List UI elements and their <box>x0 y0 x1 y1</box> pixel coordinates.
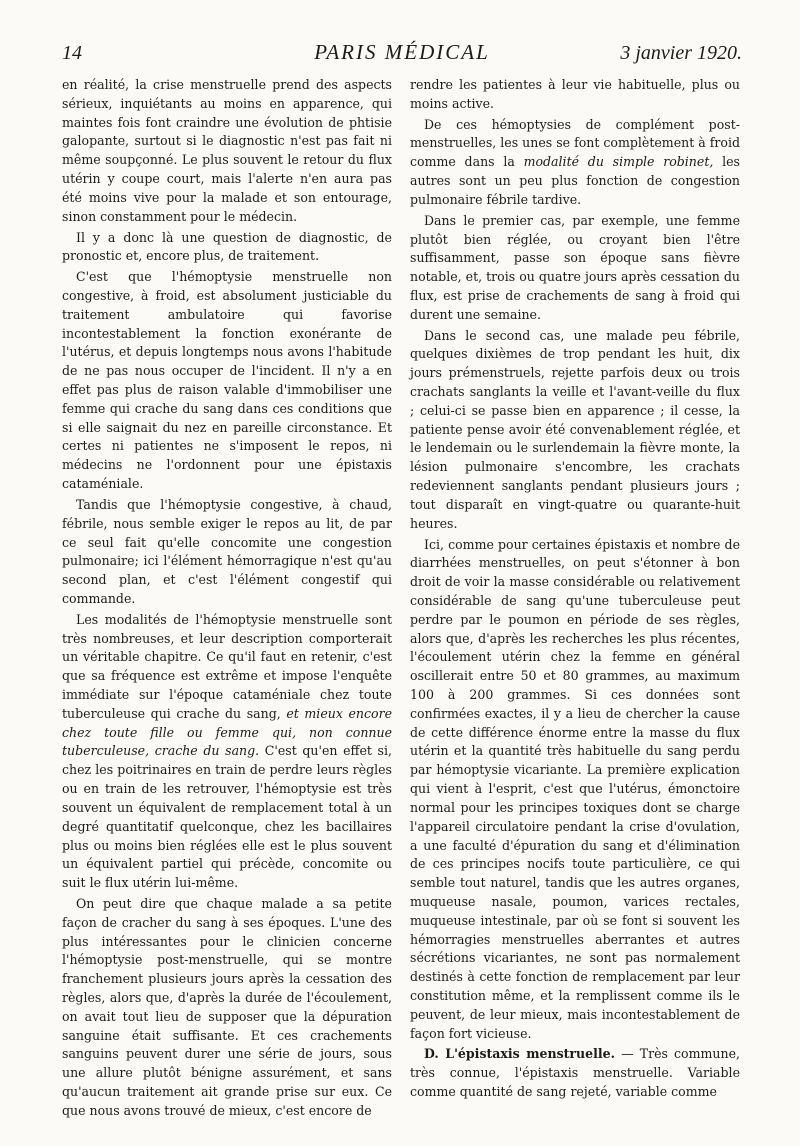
paragraph: C'est que l'hémoptysie menstruelle non congestive, à froid, est absolument justiciable du traitement ambulatoire qui favorise incontestablement la fonction exonérante de l'utérus, et depuis longtemps nous avons l'habitude de ne pas nous occuper de l'incident. Il n'y a en effet pas plus de raison valable d'immobiliser une femme qui crache du sang dans ces conditions que si elle saignait du nez en pareille circonstance. Et certes ni patientes ne s'imposent le repos, ni médecins ne l'ordonnent pour une épistaxis cataméniale. <box>62 269 392 492</box>
paragraph <box>410 116 740 210</box>
italic-text: et mieux encore chez toute fille ou femme qui, non connue tuberculeuse, crache du sang. <box>62 705 392 759</box>
paragraph: Ici, comme pour certaines épistaxis et nombre de diarrhées menstruelles, on peut s'étonner à bon droit de voir la masse considérable ou relativement considérable de sang qu'une tuberculeuse peut perdre par le poumon en période de ses règles, alors que, d'après les recherches les plus récentes, l'écoulement utérin chez la femme en général oscillerait entre 50 et 80 grammes, au maximum 100 à 200 grammes. Si ces données sont confirmées exactes, il y a lieu de chercher la cause de cette différence énorme entre la masse du flux utérin et la quantité très habituelle du sang perdu par hémoptysie vicariante. La première explication qui vient à l'esprit, c'est que l'utérus, émonctoire normal pour les principes toxiques dont se charge l'appareil circulatoire pendant la crise d'ovulation, a une faculté d'épuration du sang et d'élimination de ces principes nocifs toute particulière, ce qui semble tout naturel, tandis que les autres organes, muqueuse nasale, poumon, varices rectales, muqueuse intestinale, par où se font si souvent les hémorragies menstruelles aberrantes et autres sécrétions vicariantes, ne sont pas normalement destinés à cette fonction de remplacement par leur constitution même, et la remplissent comme ils le peuvent, de leur mieux, mais incontestablement de façon fort vicieuse. <box>410 536 740 1041</box>
text-run: — Très commune, très connue, l'épistaxis menstruelle. Variable comme quantité de sang rejeté, variable comme <box>410 1046 740 1100</box>
page-number: 14 <box>62 42 82 64</box>
paragraph <box>410 1045 740 1101</box>
paragraph: Dans le premier cas, par exemple, une femme plutôt bien réglée, ou croyant bien l'être suffisamment, passe son époque sans fièvre notable, et, trois ou quatre jours après cessation du flux, est prise de crachements de sang à froid qui durent une semaine. <box>410 212 740 322</box>
issue-date: 3 janvier 1920. <box>620 42 742 64</box>
right-column <box>410 76 740 1104</box>
paragraph: rendre les patientes à leur vie habituelle, plus ou moins active. <box>410 77 740 111</box>
italic-text: modalité du simple robinet, <box>523 154 714 170</box>
paragraph <box>62 611 392 893</box>
paragraph: Tandis que l'hémoptysie congestive, à chaud, fébrile, nous semble exiger le repos au lit, de par ce seul fait qu'elle concomite une congestion pulmonaire; ici l'élément hémorragique n'est qu'au second plan, et c'est l'élément congestif qui commande. <box>62 496 392 606</box>
text-run: les autres sont un peu plus fonction de congestion pulmonaire fébrile tardive. <box>410 154 740 207</box>
running-header <box>62 36 742 66</box>
text-run: De ces hémoptysies de complément post-menstruelles, les unes se font complètement à froid comme dans la <box>410 116 740 170</box>
text-run: C'est qu'en effet si, chez les poitrinaires en train de perdre leurs règles ou en train de les retrouver, l'hémoptysie est très souvent un équivalent de remplacement total à un degré quantitatif quelconque, chez les bacillaires plus ou moins bien réglées elle est le plus souvent un équivalent partiel qui précède, concomite ou suit le flux utérin lui-même. <box>62 743 392 891</box>
paragraph: en réalité, la crise menstruelle prend des aspects sérieux, inquiétants au moins en apparence, qui maintes fois font craindre une évolution de phtisie galopante, surtout si le diagnostic n'est pas fait ni même soupçonné. Le plus souvent le retour du flux utérin y coupe court, mais l'alerte n'en aura pas été moins vive pour la malade et son entourage, sinon constamment pour le médecin. <box>62 77 392 224</box>
paragraph: Il y a donc là une question de diagnostic, de pronostic et, encore plus, de traitement. <box>62 229 392 264</box>
section-heading: D. L'épistaxis menstruelle. <box>424 1046 616 1062</box>
left-column <box>62 76 392 1123</box>
paragraph: On peut dire que chaque malade a sa petite façon de cracher du sang à ses époques. L'une des plus intéressantes pour le clinicien concerne l'hémoptysie post-menstruelle, qui se montre franchement plusieurs jours après la cessation des règles, alors que, d'après la durée de l'écoulement, on avait tout lieu de supposer que la dépuration sanguine était suffisante. Et ces crachements sanguins peuvent durer une série de jours, sous une allure plutôt bénigne assurément, et sans qu'aucun traitement ait grande prise sur eux. Ce que nous avons trouvé de mieux, c'est encore de <box>62 895 392 1118</box>
journal-title: PARIS MÉDICAL <box>314 40 490 64</box>
text-run: Les modalités de l'hémoptysie menstruelle sont très nombreuses, et leur description comporterait un véritable chapitre. Ce qu'il faut en retenir, c'est que sa fréquence est extrême et impose l'enquête immédiate sur l'époque cataméniale chez toute tuberculeuse qui crache du sang, <box>62 611 392 721</box>
paragraph: Dans le second cas, une malade peu fébrile, quelques dixièmes de trop pendant les huit, dix jours prémenstruels, rejette parfois deux ou trois crachats sanglants la veille et l'avant-veille du flux ; celui-ci se passe bien en apparence ; il cesse, la patiente pense avoir été convenablement réglée, et le lendemain ou le surlendemain la fièvre monte, la lésion pulmonaire s'encombre, les crachats redeviennent sanglants pendant plusieurs jours ; tout disparaît en vingt-quatre ou quarante-huit heures. <box>410 327 740 531</box>
